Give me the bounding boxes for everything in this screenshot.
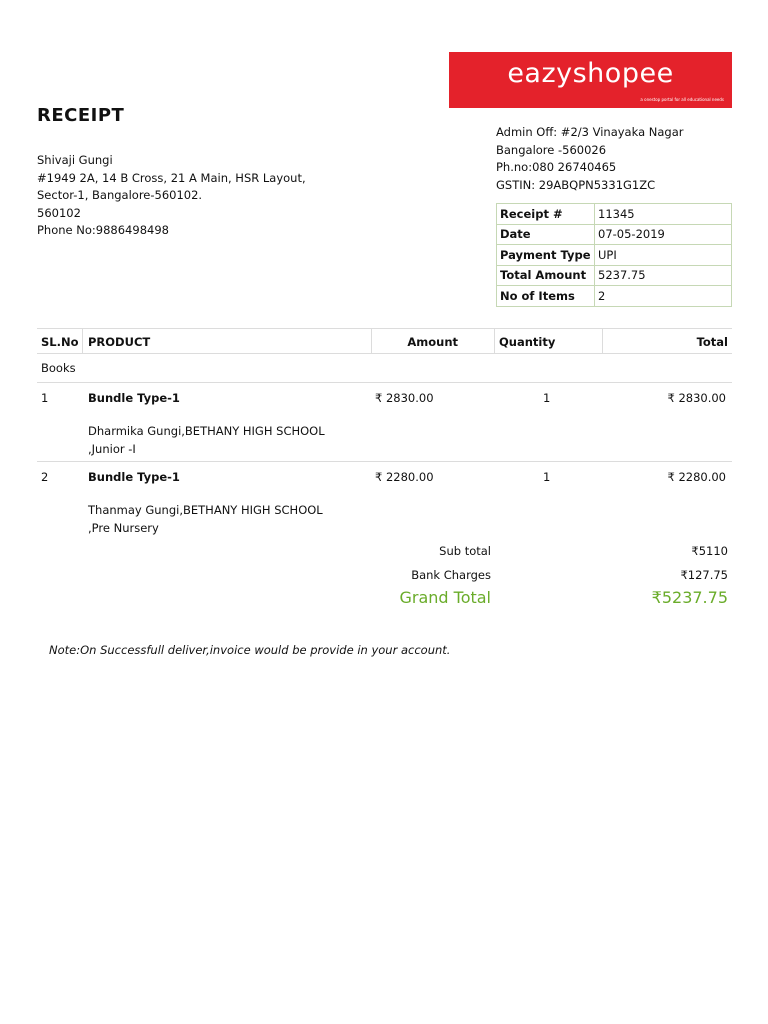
info-row-payment-type bbox=[497, 245, 732, 266]
logo-brand-text: eazyshopee bbox=[507, 58, 674, 89]
grand-total-label: Grand Total bbox=[399, 588, 491, 607]
grand-total-line bbox=[37, 588, 732, 612]
customer-address-block bbox=[37, 152, 306, 240]
row-sl-no: 1 bbox=[41, 391, 49, 405]
subtotal-value: ₹5110 bbox=[691, 544, 728, 558]
info-label: Total Amount bbox=[497, 265, 595, 286]
office-address-block bbox=[496, 124, 684, 194]
subtotal-line bbox=[37, 540, 732, 564]
info-label: No of Items bbox=[497, 286, 595, 307]
row-sl-no: 2 bbox=[41, 470, 49, 484]
items-table bbox=[37, 328, 732, 546]
customer-pincode: 560102 bbox=[37, 205, 81, 220]
category-row bbox=[37, 354, 732, 383]
bank-charges-line bbox=[37, 564, 732, 588]
eazyshopee-logo bbox=[449, 52, 732, 108]
info-value: UPI bbox=[595, 245, 732, 266]
product-description: Thanmay Gungi,BETHANY HIGH SCHOOL ,Pre Nursery bbox=[88, 503, 323, 535]
header-product: PRODUCT bbox=[88, 335, 151, 349]
office-line1: Admin Off: #2/3 Vinayaka Nagar bbox=[496, 125, 684, 139]
table-row bbox=[37, 383, 732, 462]
info-row-receipt bbox=[497, 204, 732, 225]
product-name: Bundle Type-1 bbox=[88, 470, 180, 484]
customer-address-line1: #1949 2A, 14 B Cross, 21 A Main, HSR Layout, bbox=[37, 170, 306, 185]
header-sl-no: SL.No bbox=[41, 335, 79, 349]
grand-total-value: ₹5237.75 bbox=[651, 588, 728, 607]
row-total: ₹ 2830.00 bbox=[667, 391, 726, 405]
office-phone: Ph.no:080 26740465 bbox=[496, 160, 617, 174]
bank-charges-value: ₹127.75 bbox=[680, 568, 728, 582]
header-quantity: Quantity bbox=[499, 335, 556, 349]
office-line2: Bangalore -560026 bbox=[496, 142, 607, 157]
info-row-no-of-items bbox=[497, 286, 732, 307]
info-value: 07-05-2019 bbox=[595, 224, 732, 245]
receipt-info-table bbox=[496, 203, 732, 307]
product-description: Dharmika Gungi,BETHANY HIGH SCHOOL ,Junior -I bbox=[88, 424, 325, 456]
logo-tagline: a onestop portal for all educational needs bbox=[640, 97, 724, 102]
header-amount: Amount bbox=[407, 335, 458, 349]
bank-charges-label: Bank Charges bbox=[411, 568, 491, 582]
info-label: Receipt # bbox=[497, 204, 595, 225]
info-label: Date bbox=[497, 224, 595, 245]
items-table-header bbox=[37, 328, 732, 354]
office-gstin: GSTIN: 29ABQPN5331G1ZC bbox=[496, 177, 656, 192]
info-value: 2 bbox=[595, 286, 732, 307]
info-row-total-amount bbox=[497, 265, 732, 286]
info-label: Payment Type bbox=[497, 245, 595, 266]
info-row-date bbox=[497, 224, 732, 245]
page-title: RECEIPT bbox=[37, 105, 125, 126]
info-value: 5237.75 bbox=[595, 265, 732, 286]
subtotal-label: Sub total bbox=[439, 544, 491, 558]
customer-name: Shivaji Gungi bbox=[37, 153, 113, 167]
row-amount: ₹ 2830.00 bbox=[375, 391, 434, 405]
table-row bbox=[37, 462, 732, 546]
product-name: Bundle Type-1 bbox=[88, 391, 180, 405]
category-label: Books bbox=[41, 361, 76, 375]
totals-summary bbox=[37, 540, 732, 612]
row-quantity: 1 bbox=[543, 391, 551, 405]
header-total: Total bbox=[696, 335, 728, 349]
delivery-note: Note:On Successfull deliver,invoice would be provide in your account. bbox=[49, 643, 451, 657]
customer-address-line2: Sector-1, Bangalore-560102. bbox=[37, 188, 203, 202]
customer-phone: Phone No:9886498498 bbox=[37, 223, 169, 237]
row-amount: ₹ 2280.00 bbox=[375, 470, 434, 484]
row-total: ₹ 2280.00 bbox=[667, 470, 726, 484]
row-quantity: 1 bbox=[543, 470, 551, 484]
info-value: 11345 bbox=[595, 204, 732, 225]
